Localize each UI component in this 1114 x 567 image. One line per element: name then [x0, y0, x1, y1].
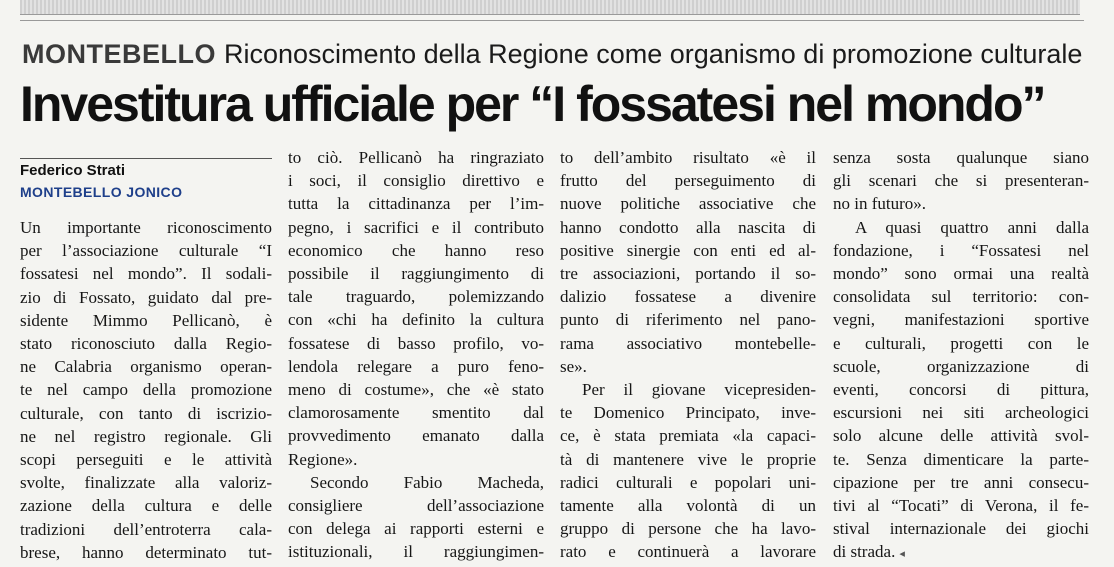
- article-line: ne Calabria organismo operan-: [20, 357, 272, 377]
- article-column-2: [288, 146, 544, 564]
- article-line: lendola relegare a puro feno-: [288, 356, 544, 376]
- header-rule: [20, 20, 1084, 21]
- article-line: provvedimento emanato dalla: [288, 426, 544, 446]
- article-line: nuove politiche associative che: [560, 194, 816, 214]
- article-line: per l’associazione culturale “I: [20, 241, 272, 261]
- article-line: A quasi quattro anni dalla: [855, 217, 1089, 237]
- article-line: tutta la cittadinanza per l’im-: [288, 194, 544, 214]
- article-paragraph: [833, 146, 1089, 216]
- article-paragraph: [560, 378, 816, 564]
- top-decorative-band: [20, 0, 1080, 15]
- article-line: Regione».: [288, 449, 358, 469]
- article-line: positive sinergie con enti ed al-: [560, 240, 816, 260]
- article-line: con delega ai rapporti esterni e: [288, 519, 544, 539]
- article-line: fondazione, i “Fossatesi nel: [833, 240, 1089, 260]
- article-line: brese, hanno determinato tut-: [20, 542, 272, 562]
- article-line: eventi, concorsi di pittura,: [833, 380, 1089, 400]
- article-line: zio di Fossato, guidato dal pre-: [20, 287, 272, 307]
- article-line: frutto del perseguimento di: [560, 171, 816, 191]
- article-line: meno di costume», che «è stato: [288, 380, 544, 400]
- article-line: ne nel registro regionale. Gli: [20, 426, 272, 446]
- article-line: rato e continuerà a lavorare: [560, 542, 816, 562]
- article-line: scopi perseguiti e le attività: [20, 450, 272, 470]
- article-paragraph: [288, 471, 544, 564]
- byline-rule: [20, 158, 272, 159]
- article-line: to dell’ambito risultato «è il: [560, 148, 816, 167]
- article-line: scuole, organizzazione di: [833, 356, 1089, 376]
- article-column-1: [20, 216, 272, 564]
- article-paragraph: [20, 216, 272, 564]
- article-line: Secondo Fabio Macheda,: [310, 472, 544, 492]
- article-line: solo alcune delle attività svol-: [833, 426, 1089, 446]
- article-line: consolidata sul territorio: con-: [833, 287, 1089, 307]
- article-line: ce, è stata premiata «la capaci-: [560, 426, 816, 446]
- article-line: i soci, il consiglio direttivo e: [288, 171, 544, 191]
- article-line: Per il giovane vicepresiden-: [582, 380, 816, 400]
- article-line: tale traguardo, polemizzando: [288, 287, 544, 307]
- end-of-article-icon: ◂: [899, 548, 905, 561]
- article-line: radici culturali e popolari uni-: [560, 472, 816, 492]
- article-line: gli scenari che si presenteran-: [833, 171, 1089, 191]
- article-line: te Domenico Principato, inve-: [560, 403, 816, 423]
- article-line: tre associazioni, portando il so-: [560, 264, 816, 284]
- article-line: no in futuro».: [833, 194, 927, 214]
- article-line: punto di riferimento nel pano-: [560, 310, 816, 330]
- article-line: zazione della cultura e delle: [20, 496, 272, 516]
- article-line: e culturali, progetti con le: [833, 333, 1089, 353]
- article-line: hanno condotto alla nascita di: [560, 217, 816, 237]
- article-line: clamorosamente smentito dal: [288, 403, 544, 423]
- article-line: istituzionali, il raggiungimen-: [288, 542, 544, 562]
- article-line: sidente Mimmo Pellicanò, è: [20, 310, 272, 330]
- article-line: dalizio fossatese a divenire: [560, 287, 816, 307]
- article-line: di strada.: [833, 542, 896, 562]
- article-line: mondo” sono ormai una realtà: [833, 264, 1089, 284]
- article-line: stato riconosciuto dalla Regio-: [20, 334, 272, 354]
- article-line: economico che hanno reso: [288, 240, 544, 260]
- article-paragraph: [288, 146, 544, 471]
- kicker: [22, 38, 1102, 70]
- article-line: senza sosta qualunque siano: [833, 148, 1089, 167]
- article-line: cipazione per tre anni consecu-: [833, 472, 1089, 492]
- article-line: fossatese di basso profilo, vo-: [288, 333, 544, 353]
- article-line: tivi al “Tocati” di Verona, il fe-: [833, 496, 1089, 516]
- article-line: gruppo di persone che ha lavo-: [560, 519, 816, 539]
- article-line: tà di mantenere vive le proprie: [560, 449, 816, 469]
- article-line: se».: [560, 356, 587, 376]
- article-line: svolte, finalizzate alla valoriz-: [20, 473, 272, 493]
- article-line: culturale, con tanto di iscrizio-: [20, 403, 272, 423]
- article-line: escursioni nei siti archeologici: [833, 403, 1089, 423]
- article-line: consigliere dell’associazione: [288, 496, 544, 516]
- article-column-4: [833, 146, 1089, 567]
- article-paragraph: [560, 146, 816, 378]
- byline-location: MONTEBELLO JONICO: [20, 184, 183, 200]
- kicker-subtitle: Riconoscimento della Regione come organismo di promozione culturale: [224, 39, 1083, 69]
- article-line: rama associativo montebelle-: [560, 333, 816, 353]
- byline-author: Federico Strati: [20, 162, 126, 179]
- article-column-3: [560, 146, 816, 564]
- article-line: con «chi ha definito la cultura: [288, 310, 544, 330]
- article-line: Un importante riconoscimento: [20, 218, 272, 237]
- article-line: te nel campo della promozione: [20, 380, 272, 400]
- article-line: tamente alla volontà di un: [560, 496, 816, 516]
- article-line: stival internazionale dei giochi: [833, 519, 1089, 539]
- article-paragraph: [833, 216, 1089, 567]
- article-line: te. Senza dimenticare la parte-: [833, 449, 1089, 469]
- article-line: possibile il raggiungimento di: [288, 264, 544, 284]
- article-line: fossatesi nel mondo”. Il sodali-: [20, 264, 272, 284]
- kicker-place: MONTEBELLO: [22, 39, 216, 69]
- article-line: vegni, manifestazioni sportive: [833, 310, 1089, 330]
- headline: Investitura ufficiale per “I fossatesi nel mondo”: [20, 76, 1045, 132]
- article-line: tradizioni dell’entroterra cala-: [20, 519, 272, 539]
- article-line: pegno, i sacrifici e il contributo: [288, 217, 544, 237]
- article-line: to ciò. Pellicanò ha ringraziato: [288, 148, 544, 167]
